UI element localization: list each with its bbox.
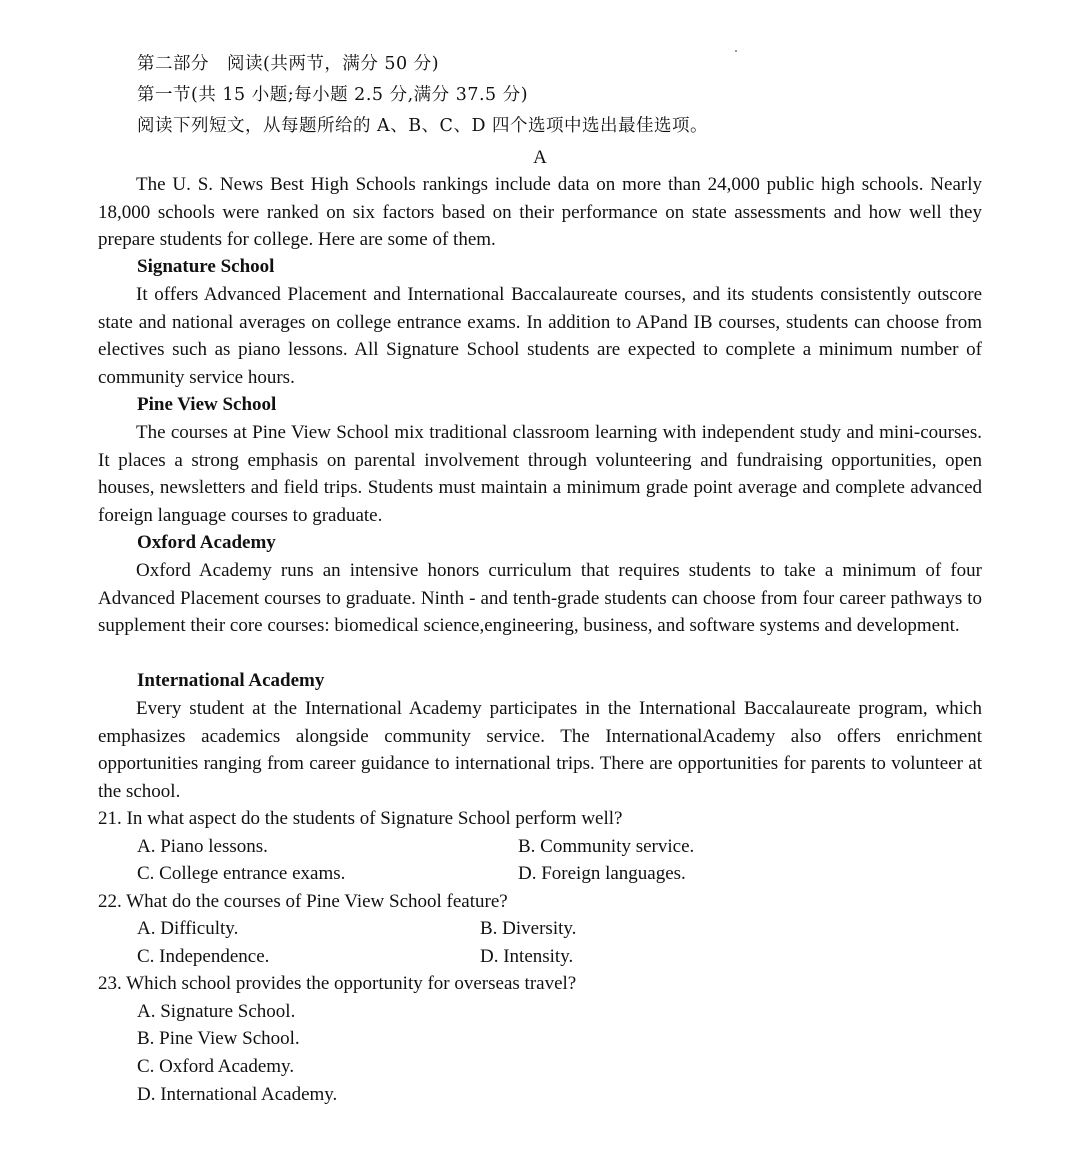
school-heading-international: International Academy — [137, 670, 325, 691]
school-text-international: Every student at the International Academy participates in the International Baccalaureate program, which emphasizes academics alongside community service. The InternationalAcademy also offers enrichment opportunities ranging from career guidance to international trips. There are opportunities for parents to volunteer at the school. — [98, 698, 982, 802]
scan-speck — [735, 50, 737, 52]
section-heading: 第一节(共 15 小题;每小题 2.5 分,满分 37.5 分) — [137, 85, 529, 105]
question-23-option-c[interactable]: C. Oxford Academy. — [137, 1056, 295, 1077]
passage-intro: The U. S. News Best High Schools rankings include data on more than 24,000 public high schools. Nearly 18,000 schools were ranked on six factors based on their performance on state assessments and how well they prepare students for college. Here are some of them. — [98, 174, 982, 251]
school-heading-pine-view: Pine View School — [137, 394, 277, 415]
instruction-text: 阅读下列短文，从每题所给的 A、B、C、D 四个选项中选出最佳选项。 — [137, 116, 709, 136]
school-heading-signature: Signature School — [137, 256, 275, 277]
school-text-signature: It offers Advanced Placement and International Baccalaureate courses, and its students consistently outscore state and national averages on college entrance exams. In addition to APand IB courses, students can choose from electives such as piano lessons. All Signature School students are expected to complete a minimum number of community service hours. — [98, 284, 982, 388]
question-23-option-d[interactable]: D. International Academy. — [137, 1084, 338, 1105]
question-23-stem: 23. Which school provides the opportunity for overseas travel? — [98, 973, 577, 994]
question-22-stem: 22. What do the courses of Pine View School feature? — [98, 891, 508, 912]
school-text-oxford: Oxford Academy runs an intensive honors curriculum that requires students to take a minimum of four Advanced Placement courses to graduate. Ninth - and tenth-grade students can choose from four career pathways to supplement their core courses: biomedical science,engineering, business, and software systems and development. — [98, 560, 982, 637]
passage-label: A — [533, 147, 547, 168]
question-23-option-a[interactable]: A. Signature School. — [137, 1001, 296, 1022]
question-21-stem: 21. In what aspect do the students of Signature School perform well? — [98, 808, 623, 829]
question-22-option-d[interactable]: D. Intensity. — [480, 946, 574, 967]
school-heading-oxford: Oxford Academy — [137, 532, 276, 553]
question-22-option-c[interactable]: C. Independence. — [137, 946, 270, 967]
part-heading: 第二部分 阅读(共两节，满分 50 分) — [137, 54, 440, 74]
school-text-pine-view: The courses at Pine View School mix traditional classroom learning with independent study and mini-courses. It places a strong emphasis on parental involvement through volunteering and fundraising opportunities, open houses, newsletters and field trips. Students must maintain a minimum grade point average and complete advanced foreign language courses to graduate. — [98, 422, 982, 526]
question-22-option-a[interactable]: A. Difficulty. — [137, 918, 239, 939]
question-21-option-d[interactable]: D. Foreign languages. — [518, 863, 686, 884]
question-22-option-b[interactable]: B. Diversity. — [480, 918, 577, 939]
question-21-option-a[interactable]: A. Piano lessons. — [137, 836, 268, 857]
question-21-option-b[interactable]: B. Community service. — [518, 836, 695, 857]
question-21-option-c[interactable]: C. College entrance exams. — [137, 863, 346, 884]
question-23-option-b[interactable]: B. Pine View School. — [137, 1028, 300, 1049]
